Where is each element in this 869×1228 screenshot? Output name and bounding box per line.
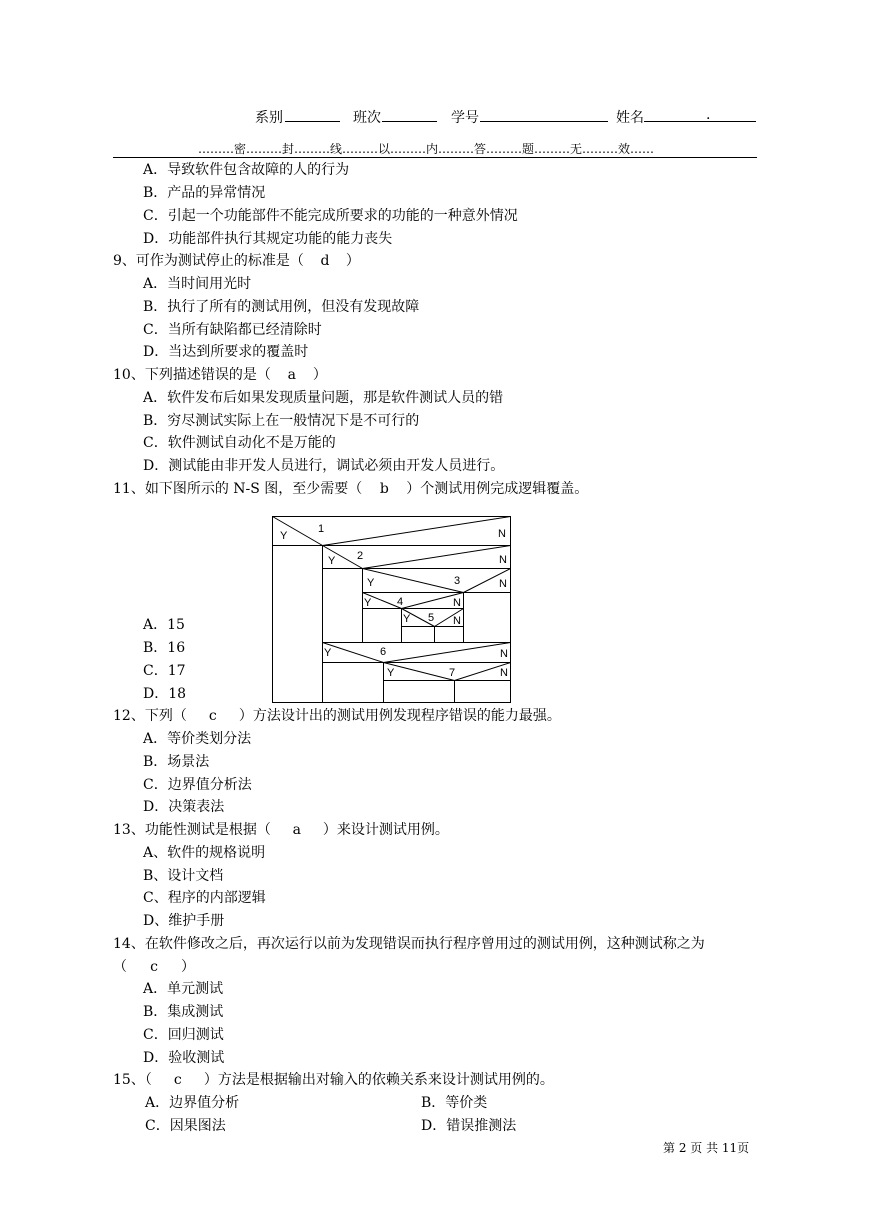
q14-option-b: B．集成测试 <box>143 1004 224 1020</box>
q10-option-d: D．测试能由非开发人员进行，调试必须由开发人员进行。 <box>143 458 505 474</box>
q13-option-c: C、程序的内部逻辑 <box>143 890 266 906</box>
q11-stem: 11、如下图所示的 N-S 图，至少需要（ b ）个测试用例完成逻辑覆盖。 <box>113 481 589 497</box>
q11-option-b: B．16 <box>143 640 186 656</box>
ns-diagram <box>270 514 515 706</box>
q11-option-a: A．15 <box>143 617 185 633</box>
seal-line: ………密………封………线………以………内………答………题………无………效…… <box>198 142 655 156</box>
q10-option-c: C．软件测试自动化不是万能的 <box>143 435 336 451</box>
ns-n-5: N <box>453 615 461 627</box>
q12-answer: c <box>208 708 217 724</box>
q8-option-b: B．产品的异常情况 <box>143 185 266 201</box>
ns-label-4: 4 <box>397 596 404 608</box>
name-dot: . <box>706 107 711 123</box>
q12-stem: 12、下列（ c ）方法设计出的测试用例发现程序错误的能力最强。 <box>113 708 561 724</box>
ns-n-6: N <box>500 648 508 660</box>
q10-option-a: A．软件发布后如果发现质量问题，那是软件测试人员的错 <box>143 390 504 406</box>
q11-option-c: C．17 <box>143 663 186 679</box>
q10-answer: a <box>287 367 296 383</box>
ns-y-7: Y <box>387 667 395 679</box>
q9-option-c: C．当所有缺陷都已经清除时 <box>143 322 322 338</box>
q9-answer: d <box>320 253 330 269</box>
q8-option-d: D．功能部件执行其规定功能的能力丧失 <box>143 231 393 247</box>
ns-y-2: Y <box>328 555 336 567</box>
q9-option-d: D．当达到所要求的覆盖时 <box>143 344 309 360</box>
class-label: 班次 <box>353 110 381 126</box>
ns-label-6: 6 <box>380 646 387 658</box>
q13-option-b: B、设计文档 <box>143 868 224 884</box>
q15-option-c: C．因果图法 <box>145 1118 226 1134</box>
q9-option-b: B．执行了所有的测试用例，但没有发现故障 <box>143 299 420 315</box>
q13-option-a: A、软件的规格说明 <box>143 845 266 861</box>
q10-stem: 10、下列描述错误的是（ a ） <box>113 367 327 383</box>
q8-option-c: C．引起一个功能部件不能完成所要求的功能的一种意外情况 <box>143 208 518 224</box>
ns-n-3: N <box>499 578 507 590</box>
q13-answer: a <box>292 822 301 838</box>
q11-answer: b <box>379 481 389 497</box>
ns-y-1: Y <box>280 530 288 542</box>
ns-label-3: 3 <box>454 575 461 587</box>
name-field <box>644 107 756 122</box>
q14-answer: c <box>150 959 158 975</box>
ns-y-4: Y <box>364 597 372 609</box>
header-divider <box>113 157 757 158</box>
q9-option-a: A．当时间用光时 <box>143 276 252 292</box>
q13-stem: 13、功能性测试是根据（ a ）来设计测试用例。 <box>113 822 449 838</box>
q14-option-c: C．回归测试 <box>143 1027 224 1043</box>
q15-option-d: D．错误推测法 <box>421 1118 517 1134</box>
ns-n-4: N <box>453 597 461 609</box>
q10-option-b: B．穷尽测试实际上在一般情况下是不可行的 <box>143 413 420 429</box>
class-field <box>382 107 437 122</box>
dept-label: 系别 <box>255 110 283 126</box>
q14-stem: 14、在软件修改之后，再次运行以前为发现错误而执行程序曾用过的测试用例，这种测试称之为 <box>113 936 705 952</box>
q13-option-d: D、维护手册 <box>143 913 225 929</box>
ns-y-6: Y <box>324 647 332 659</box>
q15-stem: 15、（ c ）方法是根据输出对输入的依赖关系来设计测试用例的。 <box>113 1072 554 1088</box>
q8-option-a: A．导致软件包含故障的人的行为 <box>143 162 350 178</box>
q12-option-c: C．边界值分析法 <box>143 777 252 793</box>
ns-n-7: N <box>500 667 508 679</box>
dept-field <box>285 107 340 122</box>
ns-label-2: 2 <box>357 550 364 562</box>
ns-n-1: N <box>498 528 506 540</box>
ns-y-3: Y <box>367 577 375 589</box>
q9-stem: 9、可作为测试停止的标准是（ d ） <box>113 253 360 269</box>
q12-option-d: D．决策表法 <box>143 799 225 815</box>
ns-label-7: 7 <box>449 667 456 679</box>
ns-label-1: 1 <box>318 523 325 535</box>
q14-stem-cont: （ c ） <box>113 959 195 975</box>
id-label: 学号 <box>451 110 479 126</box>
name-label: 姓名 <box>616 110 644 126</box>
q14-option-a: A．单元测试 <box>143 981 224 997</box>
q14-option-d: D．验收测试 <box>143 1050 225 1066</box>
ns-label-5: 5 <box>428 612 435 624</box>
q11-option-d: D．18 <box>143 686 187 702</box>
ns-y-5: Y <box>403 613 411 625</box>
id-field <box>480 107 608 122</box>
q15-option-b: B．等价类 <box>421 1095 488 1111</box>
ns-n-2: N <box>499 554 507 566</box>
q12-option-b: B．场景法 <box>143 754 210 770</box>
page-number: 第 2 页 共 11页 <box>663 1141 750 1155</box>
q15-answer: c <box>173 1072 182 1088</box>
q15-option-a: A．边界值分析 <box>145 1095 240 1111</box>
q12-option-a: A．等价类划分法 <box>143 731 252 747</box>
